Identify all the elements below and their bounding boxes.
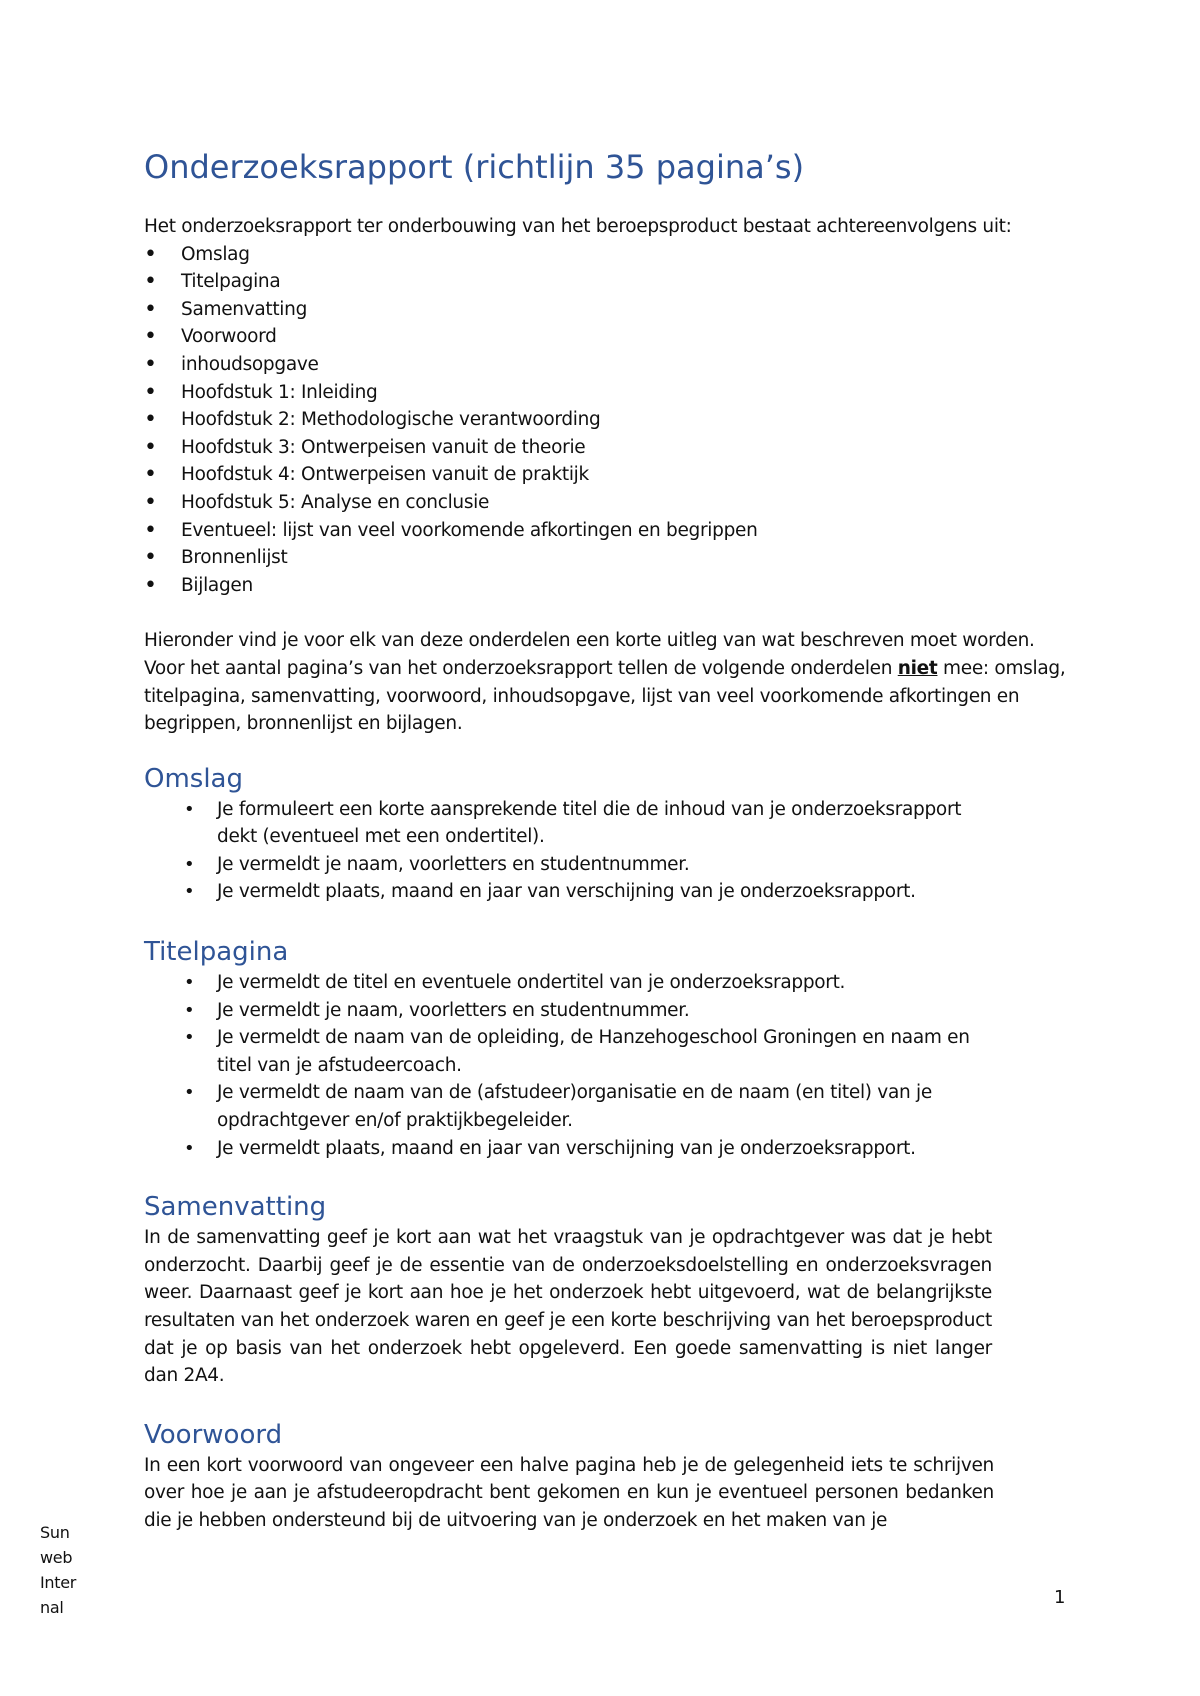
contents-list (144, 241, 1074, 600)
document-title: Onderzoeksrapport (richtlijn 35 pagina’s) (144, 148, 805, 186)
heading-samenvatting: Samenvatting (144, 1192, 327, 1223)
classification-label: Sunweb Internal (40, 1523, 77, 1617)
intro-paragraph: Het onderzoeksrapport ter onderbouwing van het beroepsproduct bestaat achtereenvolgens uit: (144, 216, 1012, 237)
explanation-paragraph (144, 627, 1074, 737)
samenvatting-paragraph: In de samenvatting geef je kort aan wat het vraagstuk van je opdrachtgever was dat je hebt onderzocht. Daarbij geef je de essentie van de onderzoeksdoelstelling en onderzoeksvragen weer. Daarnaast geef je kort aan hoe je het onderzoek hebt uitgevoerd, wat de belangrijkste resultaten van het onderzoek waren en geef je een korte beschrijving van het beroepsproduct dat je op basis van het onderzoek hebt opgeleverd. Een goede samenvatting is niet langer dan 2A4. (144, 1227, 992, 1387)
list-item: • Je vermeldt de titel en eventuele ondertitel van je onderzoeksrapport. (144, 969, 977, 997)
list-item: • Je vermeldt je naam, voorletters en studentnummer. (144, 851, 977, 879)
list-item: • Je vermeldt je naam, voorletters en studentnummer. (144, 997, 977, 1025)
emphasis-niet: niet (897, 657, 938, 679)
heading-titelpagina: Titelpagina (144, 937, 289, 968)
list-item: • Hoofdstuk 5: Analyse en conclusie (144, 489, 1074, 517)
list-item: • Bijlagen (144, 572, 1074, 600)
heading-omslag: Omslag (144, 763, 243, 794)
list-item: • Titelpagina (144, 268, 1074, 296)
explanation-text-2: mee: omslag, titelpagina, samenvatting, voorwoord, inhoudsopgave, lijst van veel voorkomende afkortingen en begrippen, bronnenlijst en bijlagen. (144, 657, 1066, 735)
list-item: • Bronnenlijst (144, 544, 1074, 572)
list-item: • Hoofdstuk 2: Methodologische verantwoording (144, 406, 1074, 434)
list-item: • Hoofdstuk 1: Inleiding (144, 379, 1074, 407)
page-number: 1 (1054, 1587, 1066, 1608)
list-item: • Je vermeldt de naam van de (afstudeer)organisatie en de naam (en titel) van je opdrachtgever en/of praktijkbegeleider. (144, 1079, 977, 1134)
list-item: • Je vermeldt plaats, maand en jaar van verschijning van je onderzoeksrapport. (144, 1135, 977, 1163)
heading-voorwoord: Voorwoord (144, 1419, 283, 1450)
list-item: • inhoudsopgave (144, 351, 1074, 379)
titelpagina-list (144, 969, 1074, 1162)
list-item: • Eventueel: lijst van veel voorkomende afkortingen en begrippen (144, 517, 1074, 545)
list-item: • Je vermeldt de naam van de opleiding, de Hanzehogeschool Groningen en naam en titel van je afstudeercoach. (144, 1024, 977, 1079)
page-content (144, 145, 1074, 1535)
explanation-text-1: Hieronder vind je voor elk van deze onderdelen een korte uitleg van wat beschreven moet worden. Voor het aantal pagina’s van het onderzoeksrapport tellen de volgende onderdelen (144, 630, 1035, 679)
list-item: • Omslag (144, 241, 1074, 269)
list-item: • Samenvatting (144, 296, 1074, 324)
list-item: • Voorwoord (144, 323, 1074, 351)
list-item: • Je formuleert een korte aansprekende titel die de inhoud van je onderzoeksrapport dekt (eventueel met een ondertitel). (144, 796, 977, 851)
omslag-list (144, 796, 1074, 906)
list-item: • Hoofdstuk 4: Ontwerpeisen vanuit de praktijk (144, 461, 1074, 489)
list-item: • Hoofdstuk 3: Ontwerpeisen vanuit de theorie (144, 434, 1074, 462)
voorwoord-paragraph: In een kort voorwoord van ongeveer een halve pagina heb je de gelegenheid iets te schrijven over hoe je aan je afstudeeropdracht bent gekomen en kun je eventueel personen bedanken die je hebben ondersteund bij de uitvoering van je onderzoek en het maken van je (144, 1454, 994, 1531)
list-item: • Je vermeldt plaats, maand en jaar van verschijning van je onderzoeksrapport. (144, 878, 977, 906)
